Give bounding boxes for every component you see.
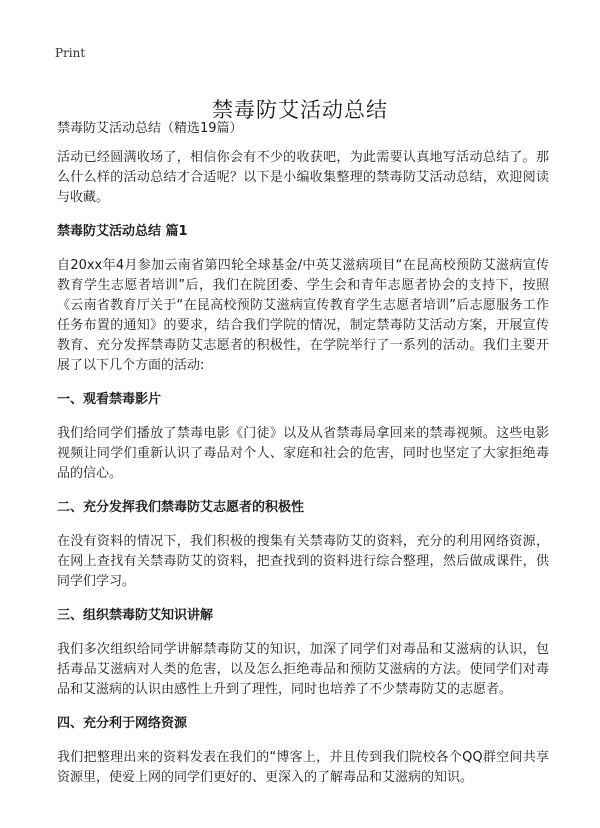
print-label[interactable]: Print	[55, 46, 86, 60]
section-heading-3: 三、组织禁毒防艾知识讲解	[57, 608, 214, 623]
article-intro-paragraph: 自20xx年4月参加云南省第四轮全球基金/中英艾滋病项目“在昆高校预防艾滋病宣传教育学生志愿者培训”后，我们在院团委、学生会和青年志愿者协会的支持下，按照《云南省教育厅关于“在昆高校预防艾滋病宣传教育学生志愿者培训”后志愿服务工作任务布置的通知》的要求，结合我们学院的情况，制定禁毒防艾活动方案，开展宣传教育、充分发挥禁毒防艾志愿者的积极性，在学院举行了一系列的活动。我们主要开展了以下几个方面的活动:	[57, 258, 549, 373]
intro-paragraph: 活动已经圆满收场了，相信你会有不少的收获吧，为此需要认真地写活动总结了。那么什么样的活动总结才合适呢？以下是小编收集整理的禁毒防艾活动总结，欢迎阅读与收藏。	[57, 150, 549, 205]
section-heading-1: 一、观看禁毒影片	[57, 392, 162, 407]
document-body	[57, 118, 549, 802]
section-body-3: 我们多次组织给同学讲解禁毒防艾的知识，加深了同学们对毒品和艾滋病的认识，包括毒品艾滋病对人类的危害，以及怎么拒绝毒品和预防艾滋病的方法。使同学们对毒品和艾滋病的认识由感性上升到了理性，同时也培养了不少禁毒防艾的志愿者。	[57, 642, 549, 697]
document-title: 禁毒防艾活动总结	[212, 98, 388, 123]
section-heading-2: 二、充分发挥我们禁毒防艾志愿者的积极性	[57, 500, 305, 515]
section-heading-4: 四、充分利于网络资源	[57, 716, 188, 731]
section-body-1: 我们给同学们播放了禁毒电影《门徒》以及从省禁毒局拿回来的禁毒视频。这些电影视频让同学们重新认识了毒品对个人、家庭和社会的危害，同时也坚定了大家拒绝毒品的信心。	[57, 426, 549, 481]
article-heading: 禁毒防艾活动总结 篇1	[57, 224, 188, 239]
section-body-4: 我们把整理出来的资料发表在我们的“博客上，并且传到我们院校各个QQ群空间共享资源里，使爱上网的同学们更好的、更深入的了解毒品和艾滋病的知识。	[57, 750, 549, 785]
document-subtitle: 禁毒防艾活动总结（精选19篇）	[57, 121, 243, 136]
section-body-2: 在没有资料的情况下，我们积极的搜集有关禁毒防艾的资料，充分的利用网络资源，在网上查找有关禁毒防艾的资料，把查找到的资料进行综合整理，然后做成课件，供同学们学习。	[57, 534, 549, 589]
